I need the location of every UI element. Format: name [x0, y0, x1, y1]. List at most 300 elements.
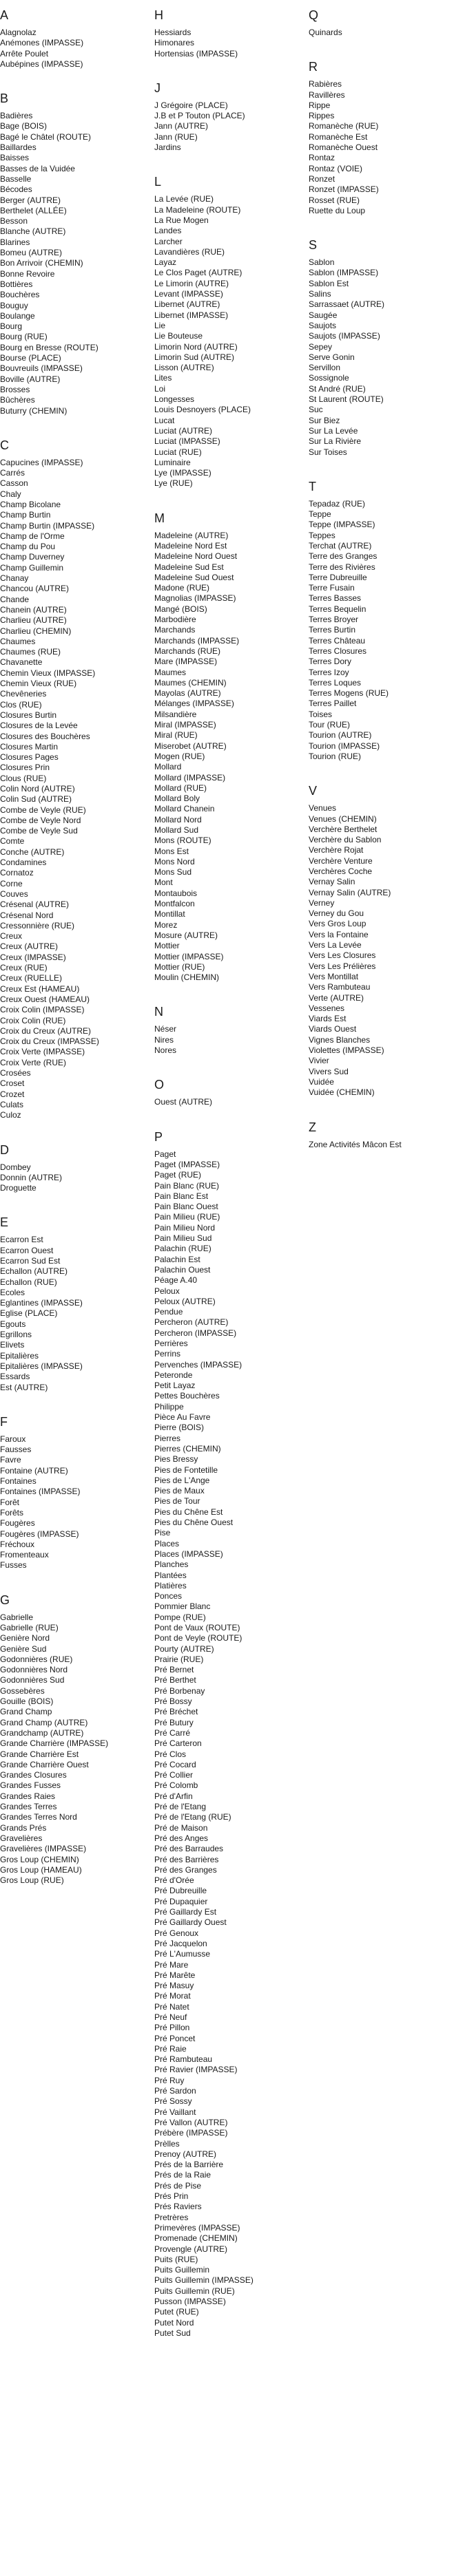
street-entry: Vers Rambuteau [309, 982, 371, 992]
street-entry: Montfalcon [154, 899, 195, 909]
street-entry: Pré Dupaquier [154, 1896, 208, 1906]
letter-group [309, 0, 453, 38]
street-entry: Favre [0, 1455, 21, 1465]
street-entry: Closures Martin [0, 741, 59, 752]
street-entry: Gravelières (IMPASSE) [0, 1844, 87, 1854]
street-entry: Bourse (PLACE) [0, 353, 61, 363]
street-entry: Pièce Au Favre [154, 1412, 211, 1423]
street-entry: Mangé (BOIS) [154, 604, 207, 614]
street-entry: Sablon [309, 257, 335, 268]
street-entry: Colin Sud (AUTRE) [0, 794, 72, 805]
street-entry: Viards Est [309, 1014, 347, 1024]
street-entry: Pré Cocard [154, 1759, 196, 1769]
letter-group [0, 1207, 145, 1392]
street-entry: Pré Vallon (AUTRE) [154, 2117, 228, 2127]
street-entry: St André (RUE) [309, 383, 366, 394]
street-entry: Genière Nord [0, 1633, 50, 1643]
section-letter: G [0, 1593, 10, 1607]
street-entry: Longesses [154, 394, 195, 405]
street-entry: Lie Bouteuse [154, 331, 203, 341]
street-entry: Mollard [154, 762, 182, 772]
letter-group [0, 1135, 145, 1194]
street-entry: Marchands (RUE) [154, 646, 221, 656]
street-list [309, 257, 453, 458]
street-entry: Sur Toises [309, 447, 347, 457]
street-entry: Romanèche Ouest [309, 142, 378, 153]
street-entry: Putet Nord [154, 2317, 194, 2328]
letter-group [0, 83, 145, 416]
street-entry: Mons Nord [154, 856, 195, 866]
street-entry: Sossignole [309, 373, 349, 383]
street-entry: J.B et P Touton (PLACE) [154, 111, 245, 121]
street-entry: Pré Vaillant [154, 2107, 196, 2117]
street-entry: Pré Bréchet [154, 1707, 198, 1717]
street-entry: Ruette du Loup [309, 205, 366, 215]
street-entry: Magnolias (IMPASSE) [154, 593, 236, 604]
street-entry: Pusson (IMPASSE) [154, 2297, 226, 2306]
street-entry: Prés Prin [154, 2191, 189, 2202]
street-entry: Vessenes [309, 1003, 345, 1013]
letter-group [154, 167, 299, 489]
street-entry: Pré de l'Etang (RUE) [154, 1812, 231, 1822]
street-entry: Chancou (AUTRE) [0, 584, 70, 594]
street-entry: Pain Milieu Nord [154, 1222, 216, 1233]
street-entry: Prés de la Barrière [154, 2160, 224, 2170]
street-entry: Saujots (IMPASSE) [309, 331, 380, 341]
street-entry: Chanein (AUTRE) [0, 604, 67, 615]
street-entry: Mollard (RUE) [154, 783, 207, 793]
street-entry: Fontaines [0, 1476, 37, 1487]
street-list [0, 458, 145, 1121]
street-entry: Chemin Vieux (IMPASSE) [0, 668, 96, 678]
street-entry: Chaumes [0, 636, 36, 646]
street-entry: Pré Dubreuille [154, 1886, 207, 1896]
street-entry: Gros Loup (HAMEAU) [0, 1864, 82, 1875]
street-entry: Pré des Barraudes [154, 1844, 224, 1854]
street-entry: Verte (AUTRE) [309, 992, 364, 1003]
section-letter: Z [309, 1120, 316, 1134]
street-entry: Pain Blanc (RUE) [154, 1180, 220, 1191]
street-entry: Mosure (AUTRE) [154, 930, 218, 940]
street-entry: Pré Clos [154, 1749, 187, 1759]
street-entry: Boville (AUTRE) [0, 374, 61, 384]
street-entry: Mayolas (AUTRE) [154, 688, 221, 699]
letter-group [309, 471, 453, 762]
section-letter: F [0, 1414, 8, 1429]
street-entry: Crozet [0, 1089, 25, 1099]
street-entry: Vignes Blanches [309, 1034, 371, 1045]
street-entry: Pré Natet [154, 2001, 189, 2012]
street-entry: Vivers Sud [309, 1066, 349, 1076]
street-entry: Louis Desnoyers (PLACE) [154, 405, 251, 415]
street-entry: Bouvreuils (IMPASSE) [0, 363, 83, 374]
street-entry: Lisson (AUTRE) [154, 363, 214, 373]
street-entry: Vernay Salin [309, 877, 355, 887]
street-entry: Marchands [154, 625, 196, 635]
street-entry: Fougères (IMPASSE) [0, 1529, 79, 1539]
street-entry: Morez [154, 919, 178, 930]
street-entry: Planches [154, 1560, 189, 1570]
street-entry: Rosset (RUE) [309, 195, 360, 205]
street-entry: Baillardes [0, 142, 37, 153]
letter-group [0, 1585, 145, 1886]
street-entry: Pies Bressy [154, 1454, 198, 1465]
street-entry: Fougères [0, 1518, 35, 1529]
street-entry: Chande [0, 594, 30, 604]
street-entry: Pompe (RUE) [154, 1612, 206, 1622]
street-entry: Boulange [0, 310, 35, 321]
street-entry: Vuidée [309, 1076, 334, 1087]
section-letter: V [309, 784, 318, 798]
section-letter: T [309, 479, 316, 493]
street-entry: Culats [0, 1099, 24, 1109]
street-entry: Blarines [0, 237, 30, 247]
street-entry: Marchands (IMPASSE) [154, 635, 240, 646]
street-entry: Tour (RUE) [309, 720, 351, 730]
street-entry: Echallon (RUE) [0, 1277, 57, 1287]
street-entry: Champ du Pou [0, 542, 56, 552]
street-list [154, 1149, 299, 2339]
street-entry: Pies de L'Ange [154, 1475, 210, 1485]
street-entry: Pré Mare [154, 1959, 189, 1970]
street-entry: Montillat [154, 909, 185, 919]
street-entry: Vers Montillat [309, 971, 359, 981]
street-entry: Terres Bequelin [309, 604, 366, 614]
street-entry: Croix Colin (RUE) [0, 1015, 66, 1025]
street-list [154, 28, 299, 59]
street-entry: Brosses [0, 384, 30, 394]
section-letter: B [0, 92, 9, 106]
street-entry: Péage A.40 [154, 1275, 198, 1286]
street-entry: Salins [309, 289, 331, 299]
street-entry: Godonnières (RUE) [0, 1654, 73, 1664]
street-entry: Mont [154, 877, 173, 888]
street-entry: Verchères Coche [309, 866, 373, 876]
street-entry: Est (AUTRE) [0, 1382, 48, 1392]
street-entry: Pré Neuf [154, 2012, 187, 2022]
street-entry: Croix du Creux (IMPASSE) [0, 1036, 99, 1047]
street-list [154, 1097, 299, 1107]
street-entry: Pré Bernet [154, 1665, 194, 1675]
street-list [309, 28, 453, 38]
street-entry: Grand Champ (AUTRE) [0, 1717, 88, 1727]
street-entry: Comte [0, 836, 25, 847]
street-entry: Terres Broyer [309, 615, 359, 625]
street-entry: Pies du Chêne Est [154, 1507, 223, 1517]
street-entry: Hessiards [154, 28, 192, 37]
street-entry: Bagé le Châtel (ROUTE) [0, 131, 92, 142]
street-entry: Combe de Veyle Sud [0, 826, 78, 836]
street-entry: Toises [309, 709, 333, 719]
street-entry: Crosées [0, 1068, 31, 1078]
street-entry: Closures Burtin [0, 710, 57, 720]
street-entry: Creux (RUE) [0, 963, 48, 973]
street-entry: Mons Sud [154, 867, 192, 877]
street-entry: Crésenal Nord [0, 910, 54, 920]
street-entry: Bouchères [0, 290, 40, 300]
street-entry: Venues (CHEMIN) [309, 813, 377, 824]
street-entry: Godonnières Nord [0, 1665, 68, 1675]
street-entry: Grands Prés [0, 1822, 47, 1833]
street-entry: Bourg (RUE) [0, 332, 48, 342]
street-entry: Colin Nord (AUTRE) [0, 784, 75, 794]
letter-group [154, 1122, 299, 2339]
street-entry: Combe de Veyle (RUE) [0, 805, 86, 815]
street-entry: Donnin (AUTRE) [0, 1172, 63, 1182]
street-entry: Basses de la Vuidée [0, 163, 75, 173]
section-letter: M [154, 511, 165, 525]
street-entry: Champ Duverney [0, 552, 65, 562]
street-entry: Epitalières [0, 1350, 39, 1361]
street-entry: Mollard Sud [154, 825, 199, 835]
street-entry: Le Clos Paget (AUTRE) [154, 268, 242, 278]
street-entry: Madeleine (AUTRE) [154, 530, 229, 540]
street-entry: Fontaine (AUTRE) [0, 1465, 68, 1476]
street-entry: Terres Loques [309, 677, 362, 688]
street-entry: Besson [0, 216, 28, 226]
street-entry: Chavanette [0, 657, 43, 668]
street-entry: Larcher [154, 236, 183, 246]
street-entry: Maumes [154, 667, 187, 677]
street-entry: Ecarron Sud Est [0, 1255, 61, 1266]
street-entry: Places (IMPASSE) [154, 1548, 223, 1559]
letter-group [154, 1069, 299, 1107]
street-entry: Clos (RUE) [0, 699, 42, 710]
street-entry: Crésenal (AUTRE) [0, 900, 70, 910]
street-entry: Limorin Nord (AUTRE) [154, 341, 238, 352]
street-entry: Pré Genoux [154, 1928, 199, 1938]
street-entry: Mons Est [154, 846, 189, 856]
street-entry: Marbodière [154, 615, 196, 625]
section-letter: D [0, 1142, 9, 1157]
street-entry: Pain Milieu (RUE) [154, 1212, 220, 1222]
street-entry: Verchère Rojat [309, 845, 364, 855]
street-list [309, 79, 453, 216]
street-entry: Pain Milieu Sud [154, 1233, 212, 1244]
street-entry: Closures des Bouchères [0, 731, 90, 741]
street-entry: Pommier Blanc [154, 1601, 211, 1612]
street-entry: La Rue Mogen [154, 215, 209, 225]
street-entry: Ecarron Ouest [0, 1245, 54, 1255]
street-entry: Fausses [0, 1445, 32, 1455]
street-entry: Pré Ravier (IMPASSE) [154, 2065, 238, 2075]
street-list [0, 1434, 145, 1571]
street-entry: Luciat (AUTRE) [154, 425, 213, 436]
street-entry: Rontaz (VOIE) [309, 163, 363, 173]
street-entry: Paget [154, 1149, 176, 1159]
street-entry: Corne [0, 878, 23, 888]
street-entry: Croix du Creux (AUTRE) [0, 1025, 92, 1036]
street-entry: Badières [0, 111, 33, 121]
street-entry: Nores [154, 1045, 177, 1056]
street-entry: Terchat (AUTRE) [309, 540, 372, 551]
street-entry: Grandes Terres Nord [0, 1812, 77, 1822]
street-entry: Promenade (CHEMIN) [154, 2233, 238, 2244]
street-entry: Champ Burtin [0, 510, 51, 520]
street-entry: Pré Poncet [154, 2033, 196, 2043]
street-list [154, 100, 299, 153]
section-letter: S [309, 238, 318, 253]
street-entry: Ecarron Est [0, 1235, 43, 1245]
street-entry: Pré Marête [154, 1970, 196, 1980]
street-entry: Perrières [154, 1338, 188, 1348]
street-entry: Gossebères [0, 1685, 45, 1696]
street-entry: Miserobet (AUTRE) [154, 741, 227, 751]
street-entry: Verney [309, 897, 335, 908]
street-entry: Palachin Est [154, 1254, 200, 1264]
street-entry: Baisses [0, 153, 30, 163]
street-entry: Lucat [154, 415, 175, 425]
street-entry: Pise [154, 1528, 171, 1538]
street-entry: Puits Guillemin (IMPASSE) [154, 2275, 254, 2286]
street-entry: Teppe [309, 509, 331, 520]
street-entry: Nires [154, 1034, 174, 1045]
street-entry: Violettes (IMPASSE) [309, 1045, 384, 1056]
section-letter: H [154, 8, 163, 22]
street-entry: Pré Borbenay [154, 1685, 205, 1696]
street-entry: Pré de l'Etang [154, 1802, 207, 1812]
street-entry: Berthelet (ALLÉE) [0, 205, 67, 215]
street-entry: Pont de Veyle (ROUTE) [154, 1633, 242, 1643]
section-letter: A [0, 8, 9, 22]
street-entry: Chaly [0, 489, 21, 499]
street-entry: Sur Biez [309, 415, 340, 425]
section-letter: L [154, 175, 162, 189]
street-entry: La Levée (RUE) [154, 194, 214, 204]
street-entry: Mottier [154, 941, 180, 951]
street-entry: Gouille (BOIS) [0, 1696, 54, 1707]
street-entry: Platières [154, 1580, 187, 1590]
street-entry: Chanay [0, 573, 29, 584]
street-entry: Ponces [154, 1591, 183, 1601]
street-entry: Pierre (BOIS) [154, 1423, 205, 1433]
street-entry: Closures Pages [0, 752, 59, 763]
street-entry: Libernet (IMPASSE) [154, 310, 229, 320]
street-entry: Puits Guillemin (RUE) [154, 2286, 235, 2296]
street-entry: Basselle [0, 173, 32, 184]
street-entry: Pré Raie [154, 2043, 187, 2054]
street-entry: Ronzet (IMPASSE) [309, 184, 379, 195]
street-entry: Putet Sud [154, 2328, 191, 2338]
street-entry: Epitalières (IMPASSE) [0, 1361, 83, 1371]
street-list [0, 111, 145, 416]
street-entry: Closures Prin [0, 763, 50, 773]
street-entry: Palachin Ouest [154, 1264, 211, 1275]
street-entry: Prenoy (AUTRE) [154, 2149, 217, 2159]
street-list [154, 194, 299, 489]
street-entry: Charlieu (AUTRE) [0, 615, 67, 626]
street-entry: Mottier (IMPASSE) [154, 951, 224, 961]
street-entry: Pré L'Aumusse [154, 1949, 210, 1959]
street-entry: Pretrères [154, 2212, 189, 2222]
street-entry: Grande Charrière Est [0, 1749, 79, 1759]
street-entry: Cornatoz [0, 868, 34, 878]
section-letter: R [309, 60, 318, 74]
street-list [0, 1162, 145, 1194]
street-entry: Vivier [309, 1056, 329, 1066]
street-entry: Landes [154, 226, 182, 236]
street-entry: Grandchamp (AUTRE) [0, 1727, 84, 1738]
street-entry: Pies de Fontetille [154, 1465, 218, 1475]
street-entry: Mollard Nord [154, 814, 202, 824]
street-entry: Pies de Maux [154, 1486, 205, 1496]
street-entry: Pré Sardon [154, 2086, 196, 2096]
street-entry: Bomeu (AUTRE) [0, 248, 63, 258]
street-entry: Essards [0, 1372, 30, 1382]
street-entry: Pourty (AUTRE) [154, 1643, 214, 1654]
street-entry: Miral (RUE) [154, 730, 198, 741]
letter-group [0, 0, 145, 70]
street-entry: Sablon Est [309, 278, 349, 288]
street-entry: Moulin (CHEMIN) [154, 972, 220, 983]
street-entry: Pré Butury [154, 1717, 194, 1727]
street-entry: Mollard (IMPASSE) [154, 772, 226, 783]
street-entry: Pré des Granges [154, 1864, 217, 1875]
street-entry: Pies du Chêne Ouest [154, 1518, 234, 1528]
street-entry: Pré Carré [154, 1727, 191, 1738]
section-letter: E [0, 1215, 9, 1230]
section-letter: N [154, 1005, 163, 1019]
street-entry: Prés Raviers [154, 2202, 202, 2212]
street-entry: Grandes Fusses [0, 1780, 61, 1791]
street-entry: Pré Carteron [154, 1738, 202, 1749]
street-entry: La Madeleine (ROUTE) [154, 204, 241, 215]
street-entry: Vers la Fontaine [309, 929, 369, 939]
street-entry: Tourion (AUTRE) [309, 730, 372, 741]
street-entry: Gabrielle (RUE) [0, 1623, 59, 1632]
street-entry: Pré de Maison [154, 1822, 208, 1833]
street-list [0, 1235, 145, 1392]
street-entry: Bottières [0, 279, 33, 289]
street-entry: Capucines (IMPASSE) [0, 457, 83, 467]
street-list [309, 1140, 453, 1150]
street-entry: Palachin (RUE) [154, 1244, 211, 1254]
street-entry: Pré Pillon [154, 2023, 190, 2033]
street-entry: St Laurent (ROUTE) [309, 394, 384, 405]
street-entry: Putet (RUE) [154, 2307, 199, 2317]
street-entry: Bouguy [0, 300, 28, 310]
street-entry: Pré Rambuteau [154, 2054, 213, 2065]
street-list [154, 1024, 299, 1056]
street-entry: Mollard Boly [154, 794, 200, 804]
street-entry: Primevères (IMPASSE) [154, 2222, 240, 2233]
street-entry: Petit Layaz [154, 1381, 196, 1391]
street-entry: Le Limorin (AUTRE) [154, 278, 229, 288]
street-entry: Eglantines (IMPASSE) [0, 1298, 83, 1308]
street-entry: Chemin Vieux (RUE) [0, 679, 77, 689]
street-entry: Mons (ROUTE) [154, 835, 211, 846]
section-letter: C [0, 438, 9, 452]
street-entry: Pré Bossy [154, 1696, 192, 1707]
street-entry: Verchère Berthelet [309, 824, 378, 834]
street-entry: Terres Izoy [309, 667, 349, 677]
street-entry: Sarrassaet (AUTRE) [309, 299, 385, 310]
street-entry: Carrés [0, 468, 25, 478]
street-list [309, 499, 453, 762]
street-entry: Luminaire [154, 457, 191, 467]
street-entry: Terres Burtin [309, 625, 356, 635]
street-list [0, 1612, 145, 1886]
street-entry: Grande Charrière Ouest [0, 1759, 89, 1769]
street-entry: Rippes [309, 111, 335, 121]
street-entry: Aubépines (IMPASSE) [0, 58, 83, 69]
letter-group [154, 73, 299, 153]
street-entry: Droguette [0, 1183, 37, 1193]
street-entry: Puits (RUE) [154, 2254, 198, 2264]
street-entry: Lye (IMPASSE) [154, 468, 211, 478]
street-entry: Peloux [154, 1286, 180, 1296]
street-entry: Plantées [154, 1570, 187, 1580]
